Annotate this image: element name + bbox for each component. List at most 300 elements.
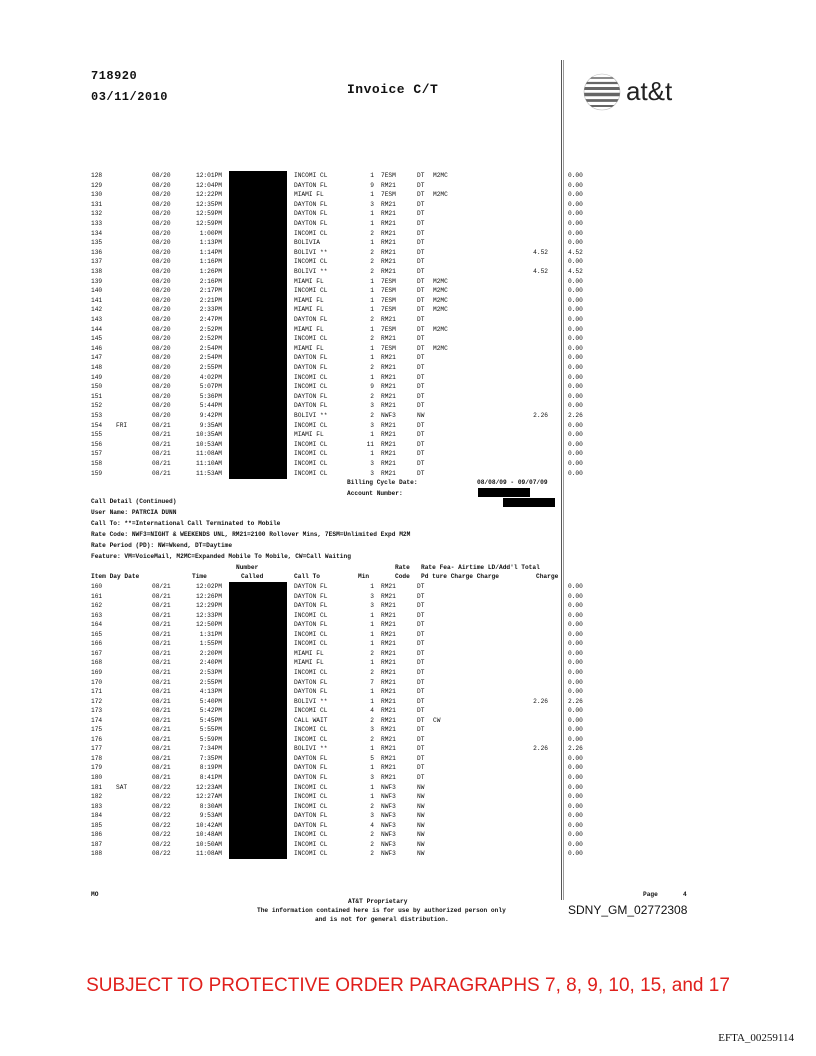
redacted-number xyxy=(229,401,287,411)
cell-rate-period: DT xyxy=(417,229,425,237)
cell-time: 2:21PM xyxy=(199,296,222,304)
cell-item-number: 169 xyxy=(91,668,103,676)
redacted-number xyxy=(229,783,287,793)
cell-date: 08/20 xyxy=(152,296,171,304)
table-row xyxy=(0,620,816,629)
redacted-number xyxy=(229,373,287,383)
cell-time: 12:29PM xyxy=(196,602,222,610)
table-row xyxy=(0,401,816,410)
cell-total-charge: 4.52 xyxy=(568,268,583,275)
cell-rate-code: RM21 xyxy=(381,239,396,247)
section-info-line: Rate Code: NWF3=NIGHT & WEEKENDS UNL, RM21=2100 Rollover Mins, 7ESM=Unlimited Expd M2M xyxy=(91,531,411,538)
redacted-number xyxy=(229,209,287,219)
cell-minutes: 1 xyxy=(370,630,374,638)
cell-time: 2:33PM xyxy=(199,306,222,314)
cell-time: 5:07PM xyxy=(199,383,222,391)
cell-rate-period: DT xyxy=(417,592,425,600)
redacted-number xyxy=(229,411,287,421)
cell-call-to: DAYTON FL xyxy=(294,200,328,208)
col-number: Number xyxy=(236,564,259,571)
cell-minutes: 1 xyxy=(370,783,374,791)
cell-time: 12:22PM xyxy=(196,191,222,199)
cell-minutes: 4 xyxy=(370,821,374,829)
cell-minutes: 2 xyxy=(370,716,374,724)
cell-call-to: BOLIVI ** xyxy=(294,697,328,705)
cell-rate-code: RM21 xyxy=(381,659,396,667)
table-row xyxy=(0,411,816,420)
cell-total-charge: 0.00 xyxy=(568,392,583,400)
cell-item-number: 188 xyxy=(91,850,103,858)
cell-item-number: 135 xyxy=(91,239,103,247)
cell-item-number: 157 xyxy=(91,450,103,458)
cell-time: 12:23AM xyxy=(196,783,222,791)
cell-rate-period: DT xyxy=(417,383,425,391)
cell-rate-period: NW xyxy=(417,812,425,820)
cell-rate-code: 7ESM xyxy=(381,296,396,304)
table-row xyxy=(0,440,816,449)
cell-call-to: MIAMI FL xyxy=(294,277,324,285)
cell-date: 08/21 xyxy=(152,431,171,439)
cell-rate-period: DT xyxy=(417,277,425,285)
cell-airtime-charge: 2.26 xyxy=(533,745,548,753)
cell-rate-period: DT xyxy=(417,745,425,753)
cell-call-to: INCOMI CL xyxy=(294,707,328,715)
cell-rate-period: DT xyxy=(417,210,425,218)
cell-rate-code: RM21 xyxy=(381,621,396,629)
cell-date: 08/21 xyxy=(152,678,171,686)
cell-call-to: MIAMI FL xyxy=(294,649,324,657)
cell-rate-code: RM21 xyxy=(381,697,396,705)
cell-rate-code: RM21 xyxy=(381,649,396,657)
cell-rate-code: 7ESM xyxy=(381,172,396,179)
cell-call-to: DAYTON FL xyxy=(294,210,328,218)
cell-rate-period: DT xyxy=(417,440,425,448)
cell-total-charge: 0.00 xyxy=(568,678,583,686)
cell-time: 11:53AM xyxy=(196,469,222,477)
redacted-number xyxy=(229,449,287,459)
cell-total-charge: 0.00 xyxy=(568,840,583,848)
cell-rate-code: 7ESM xyxy=(381,344,396,352)
table-row xyxy=(0,382,816,391)
cell-total-charge: 0.00 xyxy=(568,431,583,439)
cell-minutes: 1 xyxy=(370,697,374,705)
cell-minutes: 2 xyxy=(370,364,374,371)
table-row xyxy=(0,630,816,639)
table-row xyxy=(0,658,816,667)
cell-item-number: 130 xyxy=(91,191,103,199)
cell-call-to: MIAMI FL xyxy=(294,344,324,352)
cell-date: 08/21 xyxy=(152,611,171,619)
table-row xyxy=(0,697,816,706)
cell-call-to: INCOMI CL xyxy=(294,640,328,648)
cell-rate-period: NW xyxy=(417,821,425,829)
cell-rate-code: 7ESM xyxy=(381,306,396,314)
cell-item-number: 128 xyxy=(91,172,103,179)
cell-total-charge: 0.00 xyxy=(568,774,583,781)
cell-date: 08/20 xyxy=(152,191,171,199)
cell-date: 08/21 xyxy=(152,726,171,734)
cell-rate-code: RM21 xyxy=(381,640,396,648)
cell-time: 9:35AM xyxy=(199,421,222,429)
cell-time: 2:47PM xyxy=(199,316,222,323)
cell-rate-period: DT xyxy=(417,678,425,686)
cell-total-charge: 2.26 xyxy=(568,412,583,419)
protective-order-stamp: SUBJECT TO PROTECTIVE ORDER PARAGRAPHS 7, 8, 9, 10, 15, and 17 xyxy=(86,975,730,996)
cell-rate-period: DT xyxy=(417,469,425,477)
cell-rate-code: RM21 xyxy=(381,726,396,734)
cell-date: 08/20 xyxy=(152,412,171,419)
table-row xyxy=(0,286,816,295)
redacted-number xyxy=(229,440,287,450)
cell-rate-code: RM21 xyxy=(381,316,396,323)
cell-item-number: 150 xyxy=(91,383,103,391)
cell-minutes: 1 xyxy=(370,306,374,314)
cell-rate-code: RM21 xyxy=(381,421,396,429)
page-label: Page xyxy=(643,891,658,898)
table-row xyxy=(0,363,816,372)
cell-minutes: 1 xyxy=(370,172,374,179)
cell-time: 12:59PM xyxy=(196,220,222,227)
table-row xyxy=(0,592,816,601)
invoice-date: 03/11/2010 xyxy=(91,90,169,104)
cell-rate-period: DT xyxy=(417,697,425,705)
cell-date: 08/20 xyxy=(152,268,171,275)
cell-date: 08/21 xyxy=(152,764,171,772)
cell-time: 10:50AM xyxy=(196,840,222,848)
cell-item-number: 129 xyxy=(91,181,103,189)
cell-date: 08/21 xyxy=(152,735,171,743)
cell-date: 08/21 xyxy=(152,583,171,590)
cell-time: 1:00PM xyxy=(199,229,222,237)
cell-total-charge: 0.00 xyxy=(568,716,583,724)
table-row xyxy=(0,449,816,458)
redacted-number xyxy=(229,620,287,630)
cell-item-number: 167 xyxy=(91,649,103,657)
cell-call-to: DAYTON FL xyxy=(294,688,328,696)
cell-rate-period: DT xyxy=(417,402,425,410)
cell-date: 08/20 xyxy=(152,181,171,189)
cell-time: 10:53AM xyxy=(196,440,222,448)
table-row xyxy=(0,334,816,343)
cell-minutes: 11 xyxy=(366,440,374,448)
cell-rate-code: RM21 xyxy=(381,774,396,781)
cell-rate-code: 7ESM xyxy=(381,325,396,333)
cell-minutes: 1 xyxy=(370,745,374,753)
col-rate: Rate xyxy=(395,564,410,571)
redacted-number xyxy=(229,190,287,200)
cell-rate-code: NWF3 xyxy=(381,793,396,801)
cell-time: 2:16PM xyxy=(199,277,222,285)
cell-date: 08/20 xyxy=(152,325,171,333)
cell-minutes: 1 xyxy=(370,431,374,439)
cell-time: 4:13PM xyxy=(199,688,222,696)
cell-rate-period: DT xyxy=(417,316,425,323)
redacted-number xyxy=(229,248,287,258)
cell-rate-period: NW xyxy=(417,831,425,839)
cell-item-number: 165 xyxy=(91,630,103,638)
cell-call-to: DAYTON FL xyxy=(294,821,328,829)
cell-minutes: 1 xyxy=(370,210,374,218)
cell-total-charge: 0.00 xyxy=(568,802,583,810)
cell-call-to: DAYTON FL xyxy=(294,754,328,762)
redacted-number xyxy=(229,582,287,592)
cell-minutes: 3 xyxy=(370,726,374,734)
redacted-number xyxy=(229,353,287,363)
cell-rate-code: RM21 xyxy=(381,248,396,256)
cell-total-charge: 4.52 xyxy=(568,248,583,256)
cell-rate-code: RM21 xyxy=(381,373,396,381)
cell-total-charge: 0.00 xyxy=(568,210,583,218)
cell-minutes: 1 xyxy=(370,793,374,801)
cell-call-to: BOLIVI ** xyxy=(294,248,328,256)
cell-call-to: DAYTON FL xyxy=(294,402,328,410)
cell-time: 10:35AM xyxy=(196,431,222,439)
redacted-number xyxy=(229,363,287,373)
cell-minutes: 3 xyxy=(370,774,374,781)
cell-item-number: 153 xyxy=(91,412,103,419)
cell-time: 1:26PM xyxy=(199,268,222,275)
cell-rate-code: RM21 xyxy=(381,200,396,208)
cell-call-to: MIAMI FL xyxy=(294,431,324,439)
cell-time: 2:55PM xyxy=(199,364,222,371)
redacted-number xyxy=(229,238,287,248)
cell-feature: M2MC xyxy=(433,287,448,295)
table-row xyxy=(0,706,816,715)
cell-minutes: 3 xyxy=(370,200,374,208)
cell-rate-code: RM21 xyxy=(381,707,396,715)
cell-time: 1:31PM xyxy=(199,630,222,638)
redacted-number xyxy=(229,792,287,802)
cell-total-charge: 0.00 xyxy=(568,583,583,590)
cell-rate-code: NWF3 xyxy=(381,812,396,820)
table-row xyxy=(0,469,816,478)
cell-total-charge: 0.00 xyxy=(568,592,583,600)
cell-rate-period: DT xyxy=(417,296,425,304)
cell-minutes: 2 xyxy=(370,229,374,237)
redaction-block xyxy=(478,488,530,497)
cell-minutes: 2 xyxy=(370,649,374,657)
cell-item-number: 177 xyxy=(91,745,103,753)
cell-date: 08/21 xyxy=(152,774,171,781)
cell-item-number: 149 xyxy=(91,373,103,381)
cell-total-charge: 0.00 xyxy=(568,688,583,696)
cell-minutes: 3 xyxy=(370,592,374,600)
cell-date: 08/20 xyxy=(152,277,171,285)
redacted-number xyxy=(229,678,287,688)
cell-item-number: 184 xyxy=(91,812,103,820)
cell-date: 08/20 xyxy=(152,248,171,256)
table-row xyxy=(0,315,816,324)
cell-minutes: 9 xyxy=(370,383,374,391)
col-call-to: Call To xyxy=(294,573,320,580)
cell-date: 08/21 xyxy=(152,659,171,667)
cell-rate-period: DT xyxy=(417,688,425,696)
cell-item-number: 187 xyxy=(91,840,103,848)
redacted-number xyxy=(229,325,287,335)
table-row xyxy=(0,678,816,687)
table-row xyxy=(0,744,816,753)
redacted-number xyxy=(229,430,287,440)
cell-rate-code: NWF3 xyxy=(381,840,396,848)
cell-item-number: 145 xyxy=(91,335,103,343)
table-row xyxy=(0,792,816,801)
redacted-number xyxy=(229,802,287,812)
cell-date: 08/20 xyxy=(152,306,171,314)
cell-minutes: 1 xyxy=(370,344,374,352)
cell-time: 2:52PM xyxy=(199,335,222,343)
cell-time: 9:42PM xyxy=(199,412,222,419)
cell-item-number: 146 xyxy=(91,344,103,352)
cell-feature: M2MC xyxy=(433,191,448,199)
cell-total-charge: 0.00 xyxy=(568,460,583,467)
cell-total-charge: 0.00 xyxy=(568,640,583,648)
table-row xyxy=(0,373,816,382)
cell-minutes: 2 xyxy=(370,840,374,848)
cell-minutes: 3 xyxy=(370,812,374,820)
cell-minutes: 2 xyxy=(370,248,374,256)
cell-minutes: 2 xyxy=(370,258,374,266)
redaction-block xyxy=(503,498,555,507)
cell-call-to: INCOMI CL xyxy=(294,287,328,295)
cell-call-to: INCOMI CL xyxy=(294,229,328,237)
cell-rate-code: RM21 xyxy=(381,440,396,448)
table-row xyxy=(0,716,816,725)
cell-rate-period: DT xyxy=(417,716,425,724)
cell-rate-period: DT xyxy=(417,774,425,781)
cell-feature: CW xyxy=(433,716,441,724)
cell-total-charge: 0.00 xyxy=(568,200,583,208)
cell-item-number: 186 xyxy=(91,831,103,839)
cell-rate-code: RM21 xyxy=(381,354,396,362)
cell-total-charge: 0.00 xyxy=(568,335,583,343)
cell-rate-period: DT xyxy=(417,172,425,179)
col-pd-rest: Pd ture Charge Charge xyxy=(421,573,499,580)
cell-total-charge: 0.00 xyxy=(568,364,583,371)
cell-date: 08/21 xyxy=(152,668,171,676)
section-info-line: Feature: VM=VoiceMail, M2MC=Expanded Mobile To Mobile, CW=Call Waiting xyxy=(91,553,351,560)
cell-time: 11:10AM xyxy=(196,460,222,467)
cell-item-number: 154 xyxy=(91,421,103,429)
cell-total-charge: 0.00 xyxy=(568,277,583,285)
cell-item-number: 144 xyxy=(91,325,103,333)
cell-total-charge: 0.00 xyxy=(568,611,583,619)
cell-call-to: DAYTON FL xyxy=(294,392,328,400)
cell-rate-code: RM21 xyxy=(381,602,396,610)
table-row xyxy=(0,421,816,430)
table-row xyxy=(0,267,816,276)
col-item-day-date: Item Day Date xyxy=(91,573,140,580)
cell-date: 08/20 xyxy=(152,364,171,371)
cell-total-charge: 0.00 xyxy=(568,383,583,391)
cell-call-to: DAYTON FL xyxy=(294,774,328,781)
cell-call-to: INCOMI CL xyxy=(294,440,328,448)
redacted-number xyxy=(229,267,287,277)
bates-number: SDNY_GM_02772308 xyxy=(568,903,688,917)
cell-rate-code: RM21 xyxy=(381,450,396,458)
table-row xyxy=(0,238,816,247)
redacted-number xyxy=(229,821,287,831)
cell-item-number: 170 xyxy=(91,678,103,686)
cell-item-number: 141 xyxy=(91,296,103,304)
cell-time: 2:17PM xyxy=(199,287,222,295)
cell-minutes: 3 xyxy=(370,602,374,610)
redacted-number xyxy=(229,219,287,229)
section-info-line: Call Detail (Continued) xyxy=(91,498,177,505)
cell-item-number: 159 xyxy=(91,469,103,477)
cell-rate-code: NWF3 xyxy=(381,850,396,858)
cell-rate-period: DT xyxy=(417,611,425,619)
cell-item-number: 152 xyxy=(91,402,103,410)
cell-minutes: 2 xyxy=(370,668,374,676)
cell-total-charge: 0.00 xyxy=(568,726,583,734)
logo-wordmark: at&t xyxy=(626,76,673,106)
redacted-number xyxy=(229,649,287,659)
redacted-number xyxy=(229,171,287,181)
redacted-number xyxy=(229,601,287,611)
table-row xyxy=(0,754,816,763)
cell-rate-code: RM21 xyxy=(381,210,396,218)
cell-date: 08/21 xyxy=(152,421,171,429)
cell-date: 08/21 xyxy=(152,450,171,458)
cell-time: 5:36PM xyxy=(199,392,222,400)
cell-rate-code: RM21 xyxy=(381,583,396,590)
cell-call-to: DAYTON FL xyxy=(294,220,328,227)
cell-total-charge: 0.00 xyxy=(568,402,583,410)
cell-rate-period: DT xyxy=(417,735,425,743)
cell-call-to: INCOMI CL xyxy=(294,793,328,801)
table-row xyxy=(0,639,816,648)
table-row xyxy=(0,649,816,658)
cell-rate-period: DT xyxy=(417,354,425,362)
cell-minutes: 2 xyxy=(370,316,374,323)
cell-time: 12:35PM xyxy=(196,200,222,208)
cell-call-to: INCOMI CL xyxy=(294,373,328,381)
redacted-number xyxy=(229,611,287,621)
cell-call-to: INCOMI CL xyxy=(294,172,328,179)
cell-call-to: BOLIVI ** xyxy=(294,268,328,275)
redacted-number xyxy=(229,315,287,325)
col-called: Called xyxy=(241,573,264,580)
cell-call-to: INCOMI CL xyxy=(294,335,328,343)
cell-time: 10:42AM xyxy=(196,821,222,829)
cell-minutes: 7 xyxy=(370,678,374,686)
redacted-number xyxy=(229,811,287,821)
cell-time: 5:40PM xyxy=(199,697,222,705)
cell-rate-code: 7ESM xyxy=(381,277,396,285)
cell-minutes: 2 xyxy=(370,831,374,839)
cell-rate-code: RM21 xyxy=(381,229,396,237)
cell-total-charge: 0.00 xyxy=(568,440,583,448)
cell-minutes: 2 xyxy=(370,802,374,810)
table-row xyxy=(0,783,816,792)
cell-rate-code: RM21 xyxy=(381,469,396,477)
cell-call-to: INCOMI CL xyxy=(294,469,328,477)
cell-item-number: 161 xyxy=(91,592,103,600)
cell-minutes: 5 xyxy=(370,754,374,762)
cell-total-charge: 0.00 xyxy=(568,707,583,715)
cell-time: 2:54PM xyxy=(199,344,222,352)
cell-time: 7:34PM xyxy=(199,745,222,753)
cell-call-to: MIAMI FL xyxy=(294,325,324,333)
cell-airtime-charge: 2.26 xyxy=(533,412,548,419)
cell-total-charge: 2.26 xyxy=(568,697,583,705)
cell-date: 08/20 xyxy=(152,335,171,343)
cell-minutes: 1 xyxy=(370,191,374,199)
cell-item-number: 180 xyxy=(91,774,103,781)
cell-time: 2:20PM xyxy=(199,649,222,657)
table-row xyxy=(0,821,816,830)
cell-total-charge: 0.00 xyxy=(568,735,583,743)
